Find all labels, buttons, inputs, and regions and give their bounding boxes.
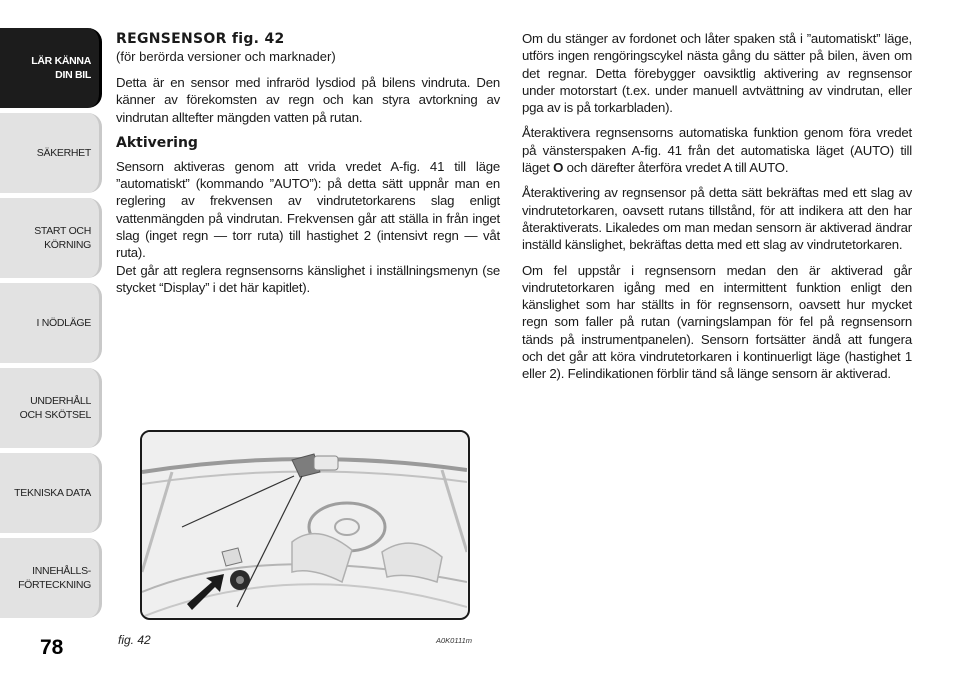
section-title: REGNSENSOR fig. 42 [116, 31, 285, 47]
tab-tekniska-data[interactable] [0, 453, 102, 533]
tab-sakerhet[interactable] [0, 113, 102, 193]
text-run: Återaktivera regnsensorns automatiska funktion genom föra vredet på vänsterspaken A-fig. 41 från det automatiska läget (AUTO) till läget [522, 125, 912, 176]
figure-caption: fig. 42 [118, 633, 151, 647]
tab-label: INNEHÅLLS- FÖRTECKNING [18, 565, 91, 591]
paragraph: Om fel uppstår i regnsensorn medan den är aktiverad går vindrutetorkaren igång med en intermittent funktion enligt den känslighet som har ställts in för regnsensorn, oavsett hur mycket regn som faller på rutan (varningslampan för fel på regnsensorn tänds på instrumentpanelen). Sensorn fortsätter ändå att fungera och det går att köra vindrutetorkaren i kontinuerligt läge (hastighet 1 eller 2). Felindikationen förblir tänd så länge sensorn är aktiverad. [522, 262, 912, 382]
page-number: 78 [40, 636, 64, 659]
text-run: och därefter återföra vredet A till AUTO. [566, 160, 789, 176]
tab-start-och-korning[interactable] [0, 198, 102, 278]
paragraph: Återaktivering av regnsensor på detta sätt bekräftas med ett slag av vindrutetorkaren, oavsett rutans tillstånd, för att indikera att den har återaktiverats. Likaledes om man medan sensorn är aktiverad ändrar inställd känslighet, bekräftas detta med ett slag av vindrutetorkaren. [522, 185, 912, 253]
figure-code: A0K0111m [436, 636, 472, 645]
paragraph [522, 124, 912, 176]
sensitivity-paragraph: Det går att reglera regnsensorns känslighet i inställningsmenyn (se stycket “Display” i det här kapitlet). [116, 262, 500, 295]
tab-label: SÄKERHET [36, 147, 91, 159]
tab-label: LÄR KÄNNA DIN BIL [31, 55, 91, 81]
tab-i-nodlage[interactable] [0, 283, 102, 363]
off-position-symbol: O [553, 160, 564, 176]
left-column [116, 30, 500, 304]
tab-underhall-och-skotsel[interactable] [0, 368, 102, 448]
right-column [522, 30, 912, 391]
tab-lar-kanna-din-bil[interactable] [0, 28, 102, 108]
tab-innehallsforteckning[interactable] [0, 538, 102, 618]
chapter-tabs [0, 28, 102, 623]
tab-label: UNDERHÅLL OCH SKÖTSEL [19, 395, 91, 421]
windscreen-drawing [142, 432, 467, 617]
paragraph: Om du stänger av fordonet och låter spaken stå i ”automatiskt” läge, utförs ingen rengöringscykel nästa gång du sätter på bilen, även om det regnar. Detta förebygger oavsiktlig aktivering av regnsensor under motorstart (t.ex. under manuell avtvättning av vindrutan, eller pga av is på torkarbladen). [522, 31, 912, 116]
activation-paragraph: Sensorn aktiveras genom att vrida vredet A-fig. 41 till läge ”automatiskt” (kommando ”AUTO”): på detta sätt uppnår man en reglering av frekvensen av vindrutetorkarens slag enligt vattenmängden på vindrutan. Frekvensen går att ställa in från inget slag (inget regn — torr ruta) till hastighet 2 (intensivt regn — våt ruta). [116, 158, 500, 261]
tab-label: I NÖDLÄGE [36, 317, 91, 329]
intro-paragraph: Detta är en sensor med infraröd lysdiod på bilens vindruta. Den känner av förekomsten av regn och kan styra avtorkning av vindrutan alltefter mängden vatten på rutan. [116, 75, 500, 125]
tab-label: START OCH KÖRNING [34, 225, 91, 251]
tab-label: TEKNISKA DATA [14, 487, 91, 499]
subsection-heading: Aktivering [116, 134, 198, 151]
section-subtitle: (för berörda versioner och marknader) [116, 49, 336, 64]
rain-sensor-illustration [140, 430, 470, 620]
